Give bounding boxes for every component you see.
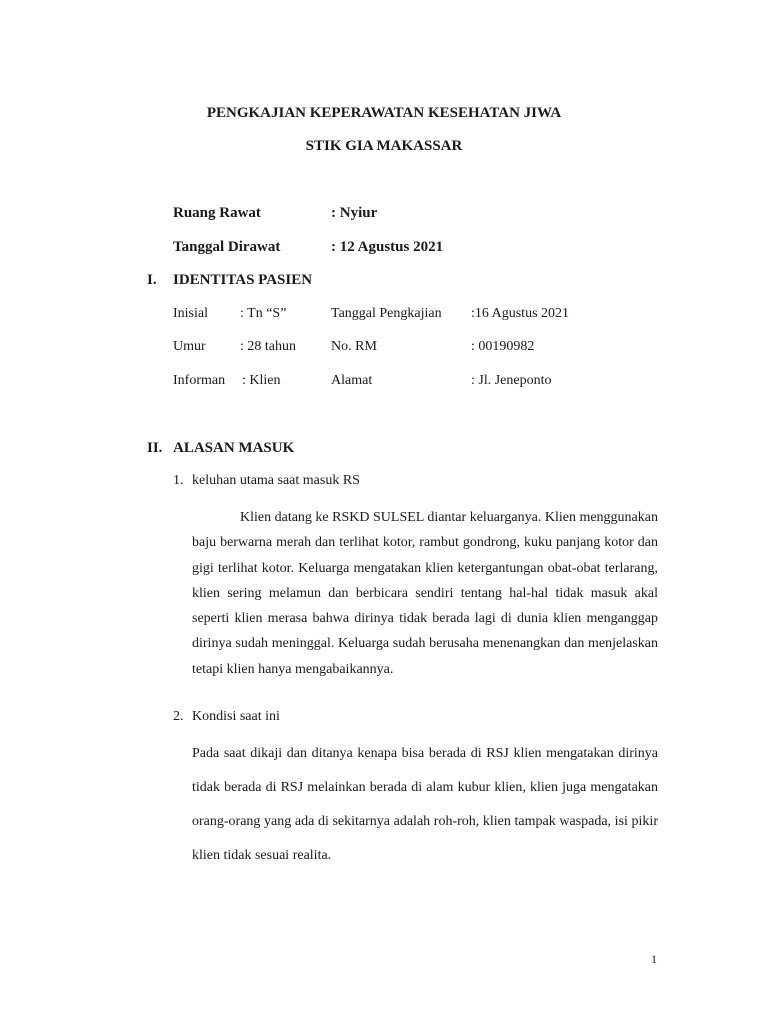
item-2-paragraph <box>192 737 658 873</box>
alamat-label: Alamat <box>331 373 373 388</box>
section-1-number: I. <box>147 272 157 288</box>
no-rm-label: No. RM <box>331 339 377 354</box>
tanggal-dirawat-value: : 12 Agustus 2021 <box>331 239 444 255</box>
item-2-number: 2. <box>173 709 184 724</box>
inisial-label: Inisial <box>173 306 208 321</box>
item-1-text: Klien datang ke RSKD SULSEL diantar keluarganya. Klien menggunakan baju berwarna merah dan terlihat kotor, rambut gondrong, kuku panjang kotor dan gigi terlihat kotor. Keluarga mengatakan klien ketergantungan obat-obat terlarang, klien sering melamun dan berbicara sendiri tentang hal-hal tidak masuk akal seperti klien merasa bahwa dirinya tidak berada lagi di dunia klien menganggap dirinya sudah meninggal. Keluarga sudah berusaha menenangkan dan menjelaskan tetapi klien hanya mengabaikannya. <box>192 510 658 677</box>
umur-label: Umur <box>173 339 206 354</box>
item-1-number: 1. <box>173 473 184 488</box>
item-2-text: Pada saat dikaji dan ditanya kenapa bisa berada di RSJ klien mengatakan dirinya tidak berada di RSJ melainkan berada di alam kubur klien, klien juga mengatakan orang-orang yang ada di sekitarnya adalah roh-roh, klien tampak waspada, isi pikir klien tidak sesuai realita. <box>192 746 658 863</box>
document-subtitle: STIK GIA MAKASSAR <box>305 138 463 154</box>
ruang-rawat-label: Ruang Rawat <box>173 205 261 221</box>
umur-value: : 28 tahun <box>240 339 296 354</box>
document-title: PENGKAJIAN KEPERAWATAN KESEHATAN JIWA <box>206 105 562 121</box>
alamat-value: : Jl. Jeneponto <box>471 373 552 388</box>
informan-label: Informan <box>173 373 226 388</box>
section-2-title: ALASAN MASUK <box>173 440 295 456</box>
tanggal-pengkajian-value: :16 Agustus 2021 <box>471 306 570 321</box>
tanggal-dirawat-label: Tanggal Dirawat <box>173 239 281 255</box>
no-rm-value: : 00190982 <box>471 339 535 354</box>
informan-value: : Klien <box>242 373 281 388</box>
section-2-number: II. <box>147 440 163 456</box>
section-1-title: IDENTITAS PASIEN <box>173 272 313 288</box>
item-1-label: keluhan utama saat masuk RS <box>192 473 360 488</box>
inisial-value: : Tn “S” <box>240 306 287 321</box>
tanggal-pengkajian-label: Tanggal Pengkajian <box>331 306 442 321</box>
page-number: 1 <box>651 952 657 966</box>
item-1-paragraph <box>192 505 658 682</box>
ruang-rawat-value: : Nyiur <box>331 205 378 221</box>
item-2-label: Kondisi saat ini <box>192 709 280 724</box>
